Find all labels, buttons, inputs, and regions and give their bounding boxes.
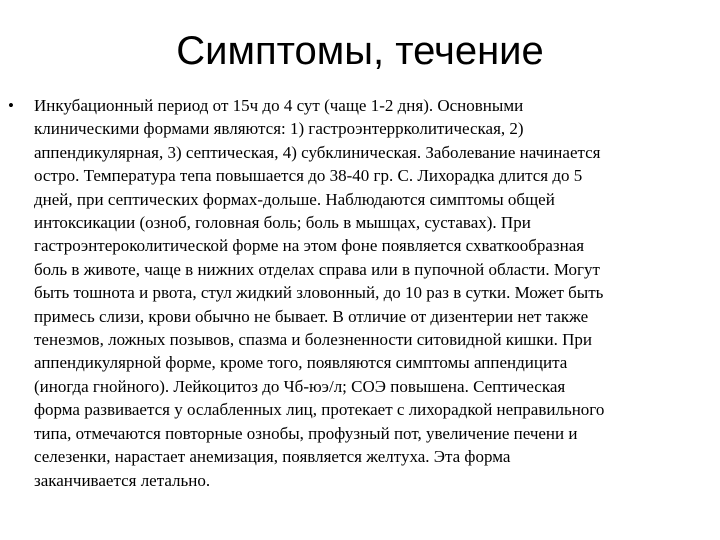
text-line: гастроэнтероколитической форме на этом фоне появляется схваткообразная (34, 236, 585, 256)
text-line: аппендикулярной форме, кроме того, появляются симптомы аппендицита (34, 353, 568, 373)
bullet-text (34, 94, 706, 492)
text-line: (иногда гнойного). Лейкоцитоз до Чб-юэ/л; СОЭ повышена. Септическая (34, 376, 566, 396)
bullet-marker: • (8, 96, 14, 115)
text-line: форма развивается у ослабленных лиц, протекает с лихорадкой неправильного (34, 400, 605, 420)
text-line: интоксикации (озноб, головная боль; боль в мышцах, суставах). При (34, 213, 531, 233)
text-line: селезенки, нарастает анемизация, появляется желтуха. Эта форма (34, 447, 511, 467)
text-line: остро. Температура тепа повышается до 38-40 гр. С. Лихорадка длится до 5 (34, 166, 583, 186)
slide-title: Симптомы, течение (176, 29, 544, 73)
text-line: примесь слизи, крови обычно не бывает. В отличие от дизентерии нет также (34, 306, 589, 326)
text-line: заканчивается летально. (34, 470, 211, 490)
text-line: аппендикулярная, 3) септическая, 4) субклиническая. Заболевание начинается (34, 142, 601, 162)
text-line: типа, отмечаются повторные ознобы, профузный пот, увеличение печени и (34, 423, 578, 443)
text-line: боль в животе, чаще в нижних отделах справа или в пупочной области. Могут (34, 259, 600, 279)
text-line: клиническими формами являются: 1) гастроэнтерр​колитическая, 2) (34, 119, 524, 139)
text-line: Инкубационный период от 15ч до 4 сут (чаще 1-2 дня). Основными (34, 96, 524, 115)
text-line: тенезмов, ложных позывов, спазма и болезненности ситовидной кишки. При (34, 330, 592, 350)
text-line: быть тошнота и рвота, стул жидкий зловонный, до 10 раз в сутки. Может быть (34, 283, 604, 303)
text-line: дней, при септических формах-дольше. Наблюдаются симптомы общей (34, 189, 555, 209)
